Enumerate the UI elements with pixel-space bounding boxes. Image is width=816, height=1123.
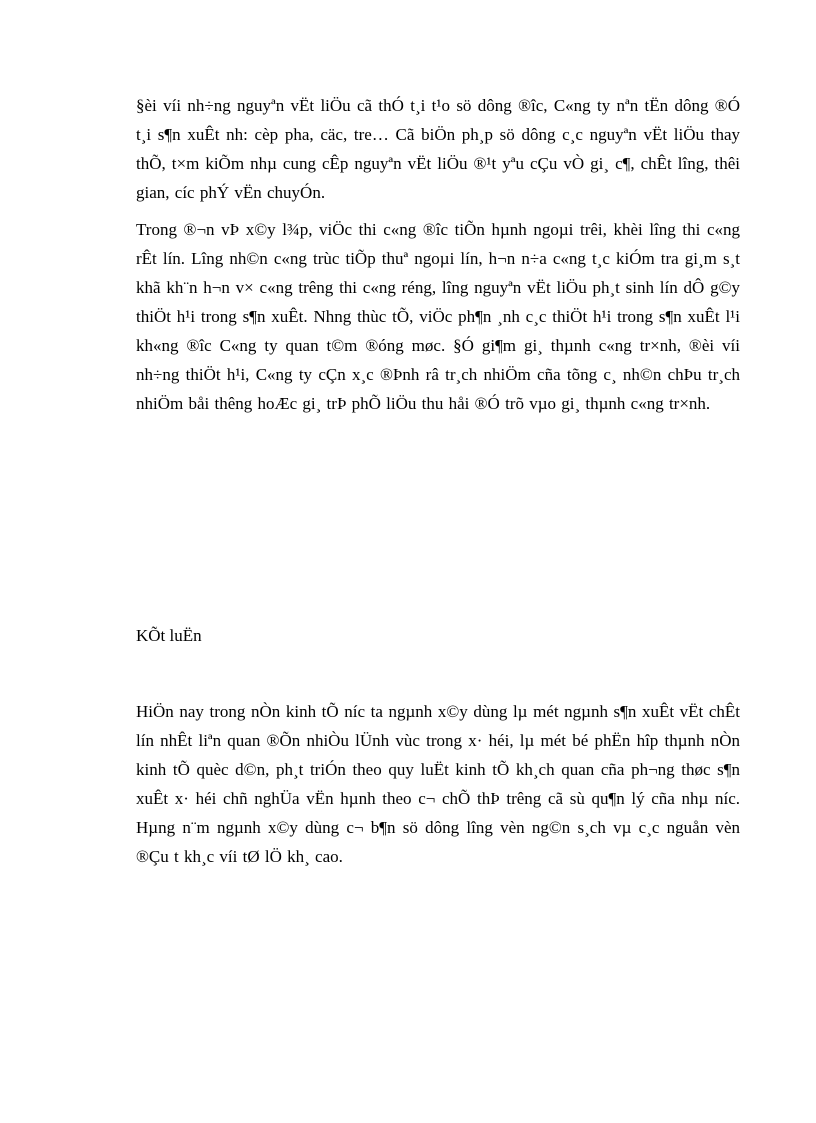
bottom-text-block — [136, 697, 740, 871]
paragraph-materials: §èi víi nh÷ng nguyªn vËt liÖu cã thÓ t¸i t¹o sö dông ®îc, C«ng ty nªn tËn dông ®Ó t¸i s¶n xuÊt nh: cèp pha, cäc, tre… Cã biÖn ph¸p sö dông c¸c nguyªn vËt liÖu thay thÕ, t×m kiÕm nhµ cung cÊp nguyªn vËt liÖu ®¹t yªu cÇu vÒ gi¸ c¶, chÊt lîng, thêi gian, cíc phÝ vËn chuyÓn. — [136, 96, 740, 202]
top-text-block — [136, 91, 740, 418]
paragraph-construction-damage: Trong ®¬n vÞ x©y l¾p, viÖc thi c«ng ®îc tiÕn hµnh ngoµi trêi, khèi lîng thi c«ng rÊt lín. Lîng nh©n c«ng trùc tiÕp thuª ngoµi lín, h¬n n÷a c«ng t¸c kiÓm tra gi¸m s¸t khã kh¨n h¬n v× c«ng trêng thi c«ng réng, lîng nguyªn vËt liÖu ph¸t sinh lín dÔ g©y thiÖt h¹i trong s¶n xuÊt. Nhng thùc tÕ, viÖc ph¶n ¸nh c¸c thiÖt h¹i trong s¶n xuÊt l¹i kh«ng ®îc C«ng ty quan t©m ®óng møc. §Ó gi¶m gi¸ thµnh c«ng tr×nh, ®èi víi nh÷ng thiÖt h¹i, C«ng ty cÇn x¸c ®Þnh râ tr¸ch nhiÖm cña tõng c¸ nh©n chÞu tr¸ch nhiÖm båi thêng hoÆc gi¸ trÞ phÕ liÖu thu håi ®Ó trõ vµo gi¸ thµnh c«ng tr×nh. — [136, 220, 740, 413]
paragraph-conclusion: HiÖn nay trong nÒn kinh tÕ níc ta ngµnh x©y dùng lµ mét ngµnh s¶n xuÊt vËt chÊt lín nhÊt liªn quan ®Õn nhiÒu lÜnh vùc trong x· héi, lµ mét bé phËn hîp thµnh nÒn kinh tÕ quèc d©n, ph¸t triÓn theo quy luËt kinh tÕ kh¸ch quan cña ph¬ng thøc s¶n xuÊt x· héi chñ nghÜa vËn hµnh theo c¬ chÕ thÞ trêng cã sù qu¶n lý cña nhµ níc. Hµng n¨m ngµnh x©y dùng c¬ b¶n sö dông lîng vèn ng©n s¸ch vµ c¸c nguån vèn ®Çu t kh¸c víi tØ lÖ kh¸ cao. — [136, 702, 740, 866]
section-heading-conclusion: KÕt luËn — [136, 626, 202, 645]
